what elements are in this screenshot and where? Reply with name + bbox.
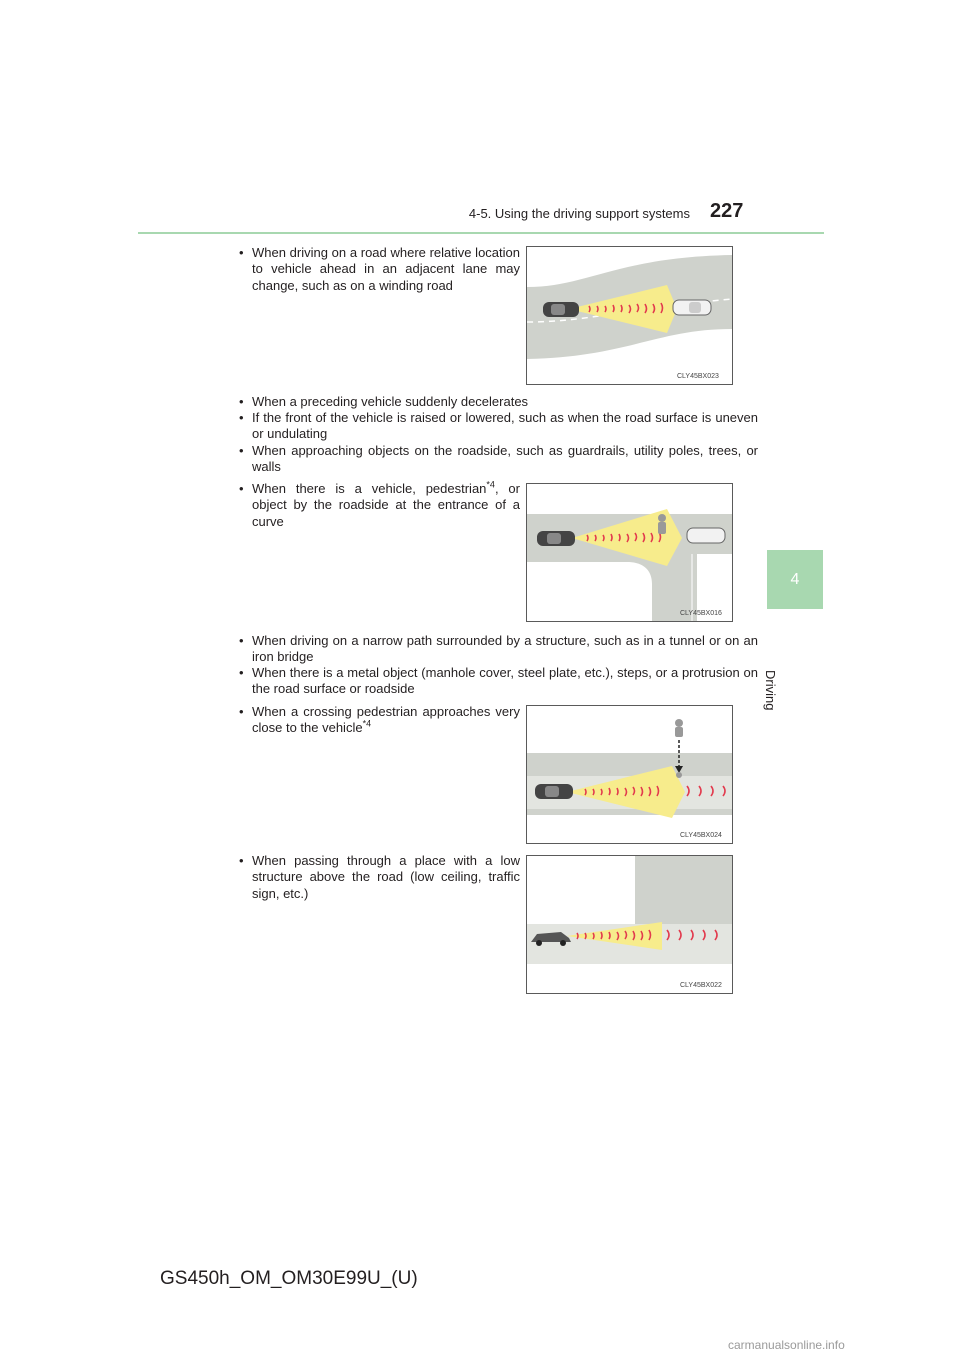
bullet-curve-entrance-pre: When there is a vehicle, pedestrian bbox=[252, 481, 487, 496]
bullet-low-structure: • When passing through a place with a low structure above the road (low ceiling, traffic sign, etc.) bbox=[239, 853, 520, 902]
figure-crossing-pedestrian bbox=[526, 705, 733, 844]
figure-curve-entrance bbox=[526, 483, 733, 622]
section-title: 4-5. Using the driving support systems bbox=[468, 206, 690, 221]
footnote-ref: *4 bbox=[486, 479, 495, 490]
bullet-raised-lowered: • If the front of the vehicle is raised or lowered, such as when the road surface is uneven or undulating bbox=[239, 410, 758, 443]
figure-code-4: CLY45BX022 bbox=[680, 982, 722, 989]
figure-winding-road bbox=[526, 246, 733, 385]
page-number: 227 bbox=[710, 200, 744, 222]
bullet-sudden-decel: • When a preceding vehicle suddenly decelerates bbox=[239, 394, 758, 410]
figure-low-structure bbox=[526, 855, 733, 994]
figure-code-2: CLY45BX016 bbox=[680, 610, 722, 617]
figure-code-1: CLY45BX023 bbox=[677, 373, 719, 380]
figure-code-3: CLY45BX024 bbox=[680, 832, 722, 839]
bullet-metal-object: • When there is a metal object (manhole cover, steel plate, etc.), steps, or a protrusion on the road surface or roadside bbox=[239, 665, 758, 698]
bullet-crossing-pedestrian-text: When a crossing pedestrian approaches very close to the vehicle bbox=[252, 704, 520, 736]
chapter-label bbox=[763, 620, 820, 711]
watermark: carmanualsonline.info bbox=[728, 1338, 845, 1352]
bullet-winding-road: • When driving on a road where relative location to vehicle ahead in an adjacent lane may change, such as on a winding road bbox=[239, 245, 520, 294]
footnote-ref: *4 bbox=[362, 718, 372, 729]
chapter-label-text: Driving bbox=[763, 670, 778, 711]
bullet-curve-entrance bbox=[239, 481, 520, 530]
bullet-crossing-pedestrian bbox=[239, 704, 520, 737]
bullet-narrow-path: • When driving on a narrow path surrounded by a structure, such as in a tunnel or on an iron bridge bbox=[239, 633, 758, 666]
header-divider bbox=[138, 232, 824, 234]
document-id: GS450h_OM_OM30E99U_(U) bbox=[160, 1268, 418, 1289]
bullet-curve-entrance-post: , or object by the roadside at the entrance of a curve bbox=[252, 481, 520, 529]
chapter-tab: 4 bbox=[767, 550, 823, 609]
bullet-roadside-objects: • When approaching objects on the roadside, such as guardrails, utility poles, trees, or walls bbox=[239, 443, 758, 476]
